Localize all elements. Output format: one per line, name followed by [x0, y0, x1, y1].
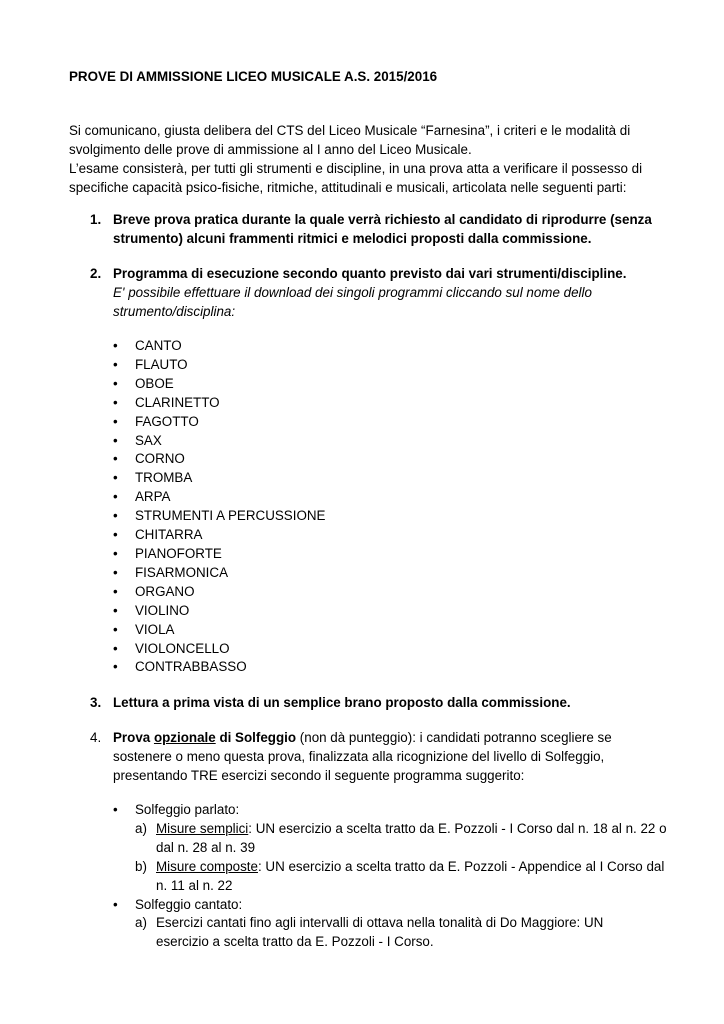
solfeggio-cantato — [113, 896, 693, 953]
bullet-icon: • — [113, 527, 118, 543]
instrument-link[interactable] — [113, 432, 325, 451]
sub-letter: a) — [135, 820, 147, 836]
bullet-icon: • — [113, 394, 118, 410]
sub-line: n. 11 al n. 22 — [156, 877, 233, 893]
instrument-link[interactable] — [113, 337, 325, 356]
intro-paragraph — [69, 122, 669, 198]
list-number: 1. — [90, 212, 102, 227]
item2-note: E' possibile effettuare il download dei singoli programmi cliccando sul nome dello — [113, 284, 592, 300]
instrument-label: ORGANO — [135, 583, 195, 599]
item1-line: strumento) alcuni frammenti ritmici e melodici proposti dalla commissione. — [113, 230, 592, 246]
sub-item-a — [135, 820, 693, 858]
instrument-link[interactable] — [113, 413, 325, 432]
bullet-icon: • — [113, 338, 118, 353]
item4-line: presentando TRE esercizi secondo il seguente programma suggerito: — [113, 767, 525, 783]
instrument-link[interactable] — [113, 640, 325, 659]
instrument-label: PIANOFORTE — [135, 545, 222, 561]
list-item-4 — [90, 729, 680, 786]
bullet-icon: • — [113, 413, 118, 429]
item4-rest: (non dà punteggio): i candidati potranno scegliere se — [296, 730, 612, 745]
item4-word-opzionale: opzionale — [153, 730, 216, 745]
sub-letter: a) — [135, 915, 147, 931]
instrument-link[interactable] — [113, 564, 325, 583]
list-number: 3. — [90, 695, 102, 710]
bullet-icon: • — [113, 508, 118, 524]
bullet-icon: • — [113, 602, 118, 618]
sub-line — [156, 858, 693, 877]
sub-line: dal n. 28 al n. 39 — [156, 839, 256, 855]
item4-word-prova: Prova — [113, 730, 151, 745]
instrument-label: FISARMONICA — [135, 564, 228, 580]
sub-line — [156, 820, 693, 839]
instrument-link[interactable] — [113, 507, 325, 526]
bullet-icon: • — [113, 451, 118, 467]
instrument-link[interactable] — [113, 545, 325, 564]
item1-line: Breve prova pratica durante la quale verrà richiesto al candidato di riprodurre (senza — [113, 212, 652, 227]
bullet-icon: • — [113, 432, 118, 448]
intro-line: Si comunicano, giusta delibera del CTS del Liceo Musicale “Farnesina”, i criteri e le modalità di — [69, 123, 631, 138]
bullet-icon: • — [113, 621, 118, 637]
instrument-label: VIOLA — [135, 621, 175, 637]
instrument-label: ARPA — [135, 489, 171, 505]
list-number: 4. — [90, 730, 102, 745]
bullet-icon: • — [113, 583, 118, 599]
solfeggio-cantato-label: Solfeggio cantato: — [135, 896, 243, 912]
instrument-link[interactable] — [113, 375, 325, 394]
instrument-label: CANTO — [135, 338, 182, 353]
solfeggio-parlato — [113, 801, 693, 896]
instrument-link[interactable] — [113, 526, 325, 545]
instrument-label: TROMBA — [135, 470, 193, 486]
instrument-label: CLARINETTO — [135, 394, 220, 410]
misure-composte: Misure composte — [156, 858, 258, 874]
list-number: 2. — [90, 266, 102, 281]
list-item-1 — [90, 211, 680, 249]
instrument-label: CONTRABBASSO — [135, 659, 247, 675]
item2-heading: Programma di esecuzione secondo quanto previsto dai vari strumenti/discipline. — [113, 266, 627, 281]
instrument-label: VIOLONCELLO — [135, 640, 230, 656]
instrument-label: OBOE — [135, 375, 174, 391]
sub-line: Esercizi cantati fino agli intervalli di ottava nella tonalità di Do Maggiore: UN — [156, 915, 604, 931]
instrument-link[interactable] — [113, 450, 325, 469]
sub-item-b — [135, 858, 693, 896]
sub-line: esercizio a scelta tratto da E. Pozzoli - I Corso. — [156, 934, 434, 950]
bullet-icon: • — [113, 564, 118, 580]
bullet-icon: • — [113, 489, 118, 505]
bullet-icon: • — [113, 545, 118, 561]
bullet-icon: • — [113, 356, 118, 372]
sub-text: : UN esercizio a scelta tratto da E. Pozzoli - Appendice al I Corso dal — [257, 858, 665, 874]
item2-note: strumento/disciplina: — [113, 303, 236, 319]
list-item-3 — [90, 694, 680, 713]
bullet-icon: • — [113, 896, 118, 912]
intro-line: svolgimento delle prove di ammissione al I anno del Liceo Musicale. — [69, 141, 472, 157]
instrument-label: VIOLINO — [135, 602, 190, 618]
bullet-icon: • — [113, 470, 118, 486]
bullet-icon: • — [113, 375, 118, 391]
instrument-label: FLAUTO — [135, 356, 188, 372]
instrument-label: CHITARRA — [135, 527, 203, 543]
instrument-link[interactable] — [113, 356, 325, 375]
bullet-icon: • — [113, 659, 118, 675]
instrument-list — [113, 337, 325, 677]
instrument-link[interactable] — [113, 583, 325, 602]
instrument-link[interactable] — [113, 658, 325, 677]
item4-word-solfeggio: di Solfeggio — [219, 730, 297, 745]
sub-letter: b) — [135, 858, 147, 874]
intro-line: L’esame consisterà, per tutti gli strumenti e discipline, in una prova atta a verificare il possesso di — [69, 160, 643, 176]
item4-line: sostenere o meno questa prova, finalizzata alla ricognizione del livello di Solfeggio, — [113, 748, 605, 764]
document-title: PROVE DI AMMISSIONE LICEO MUSICALE A.S. 2015/2016 — [69, 69, 438, 84]
instrument-label: FAGOTTO — [135, 413, 199, 429]
item3-text: Lettura a prima vista di un semplice brano proposto dalla commissione. — [113, 695, 571, 710]
item4-line — [113, 729, 680, 748]
instrument-link[interactable] — [113, 621, 325, 640]
sub-item-a — [135, 914, 693, 952]
sub-text: : UN esercizio a scelta tratto da E. Pozzoli - I Corso dal n. 18 al n. 22 o — [248, 820, 667, 836]
list-item-2 — [90, 265, 680, 322]
instrument-label: SAX — [135, 432, 162, 448]
solfeggio-list — [113, 801, 693, 952]
instrument-label: CORNO — [135, 451, 185, 467]
instrument-link[interactable] — [113, 469, 325, 488]
instrument-link[interactable] — [113, 602, 325, 621]
instrument-label: STRUMENTI A PERCUSSIONE — [135, 508, 326, 524]
misure-semplici: Misure semplici — [156, 820, 249, 836]
instrument-link[interactable] — [113, 394, 325, 413]
solfeggio-parlato-label: Solfeggio parlato: — [135, 802, 240, 817]
intro-line: specifiche capacità psico-fisiche, ritmiche, attitudinali e musicali, articolata nelle seguenti parti: — [69, 179, 627, 195]
bullet-icon: • — [113, 802, 118, 817]
bullet-icon: • — [113, 640, 118, 656]
instrument-link[interactable] — [113, 488, 325, 507]
